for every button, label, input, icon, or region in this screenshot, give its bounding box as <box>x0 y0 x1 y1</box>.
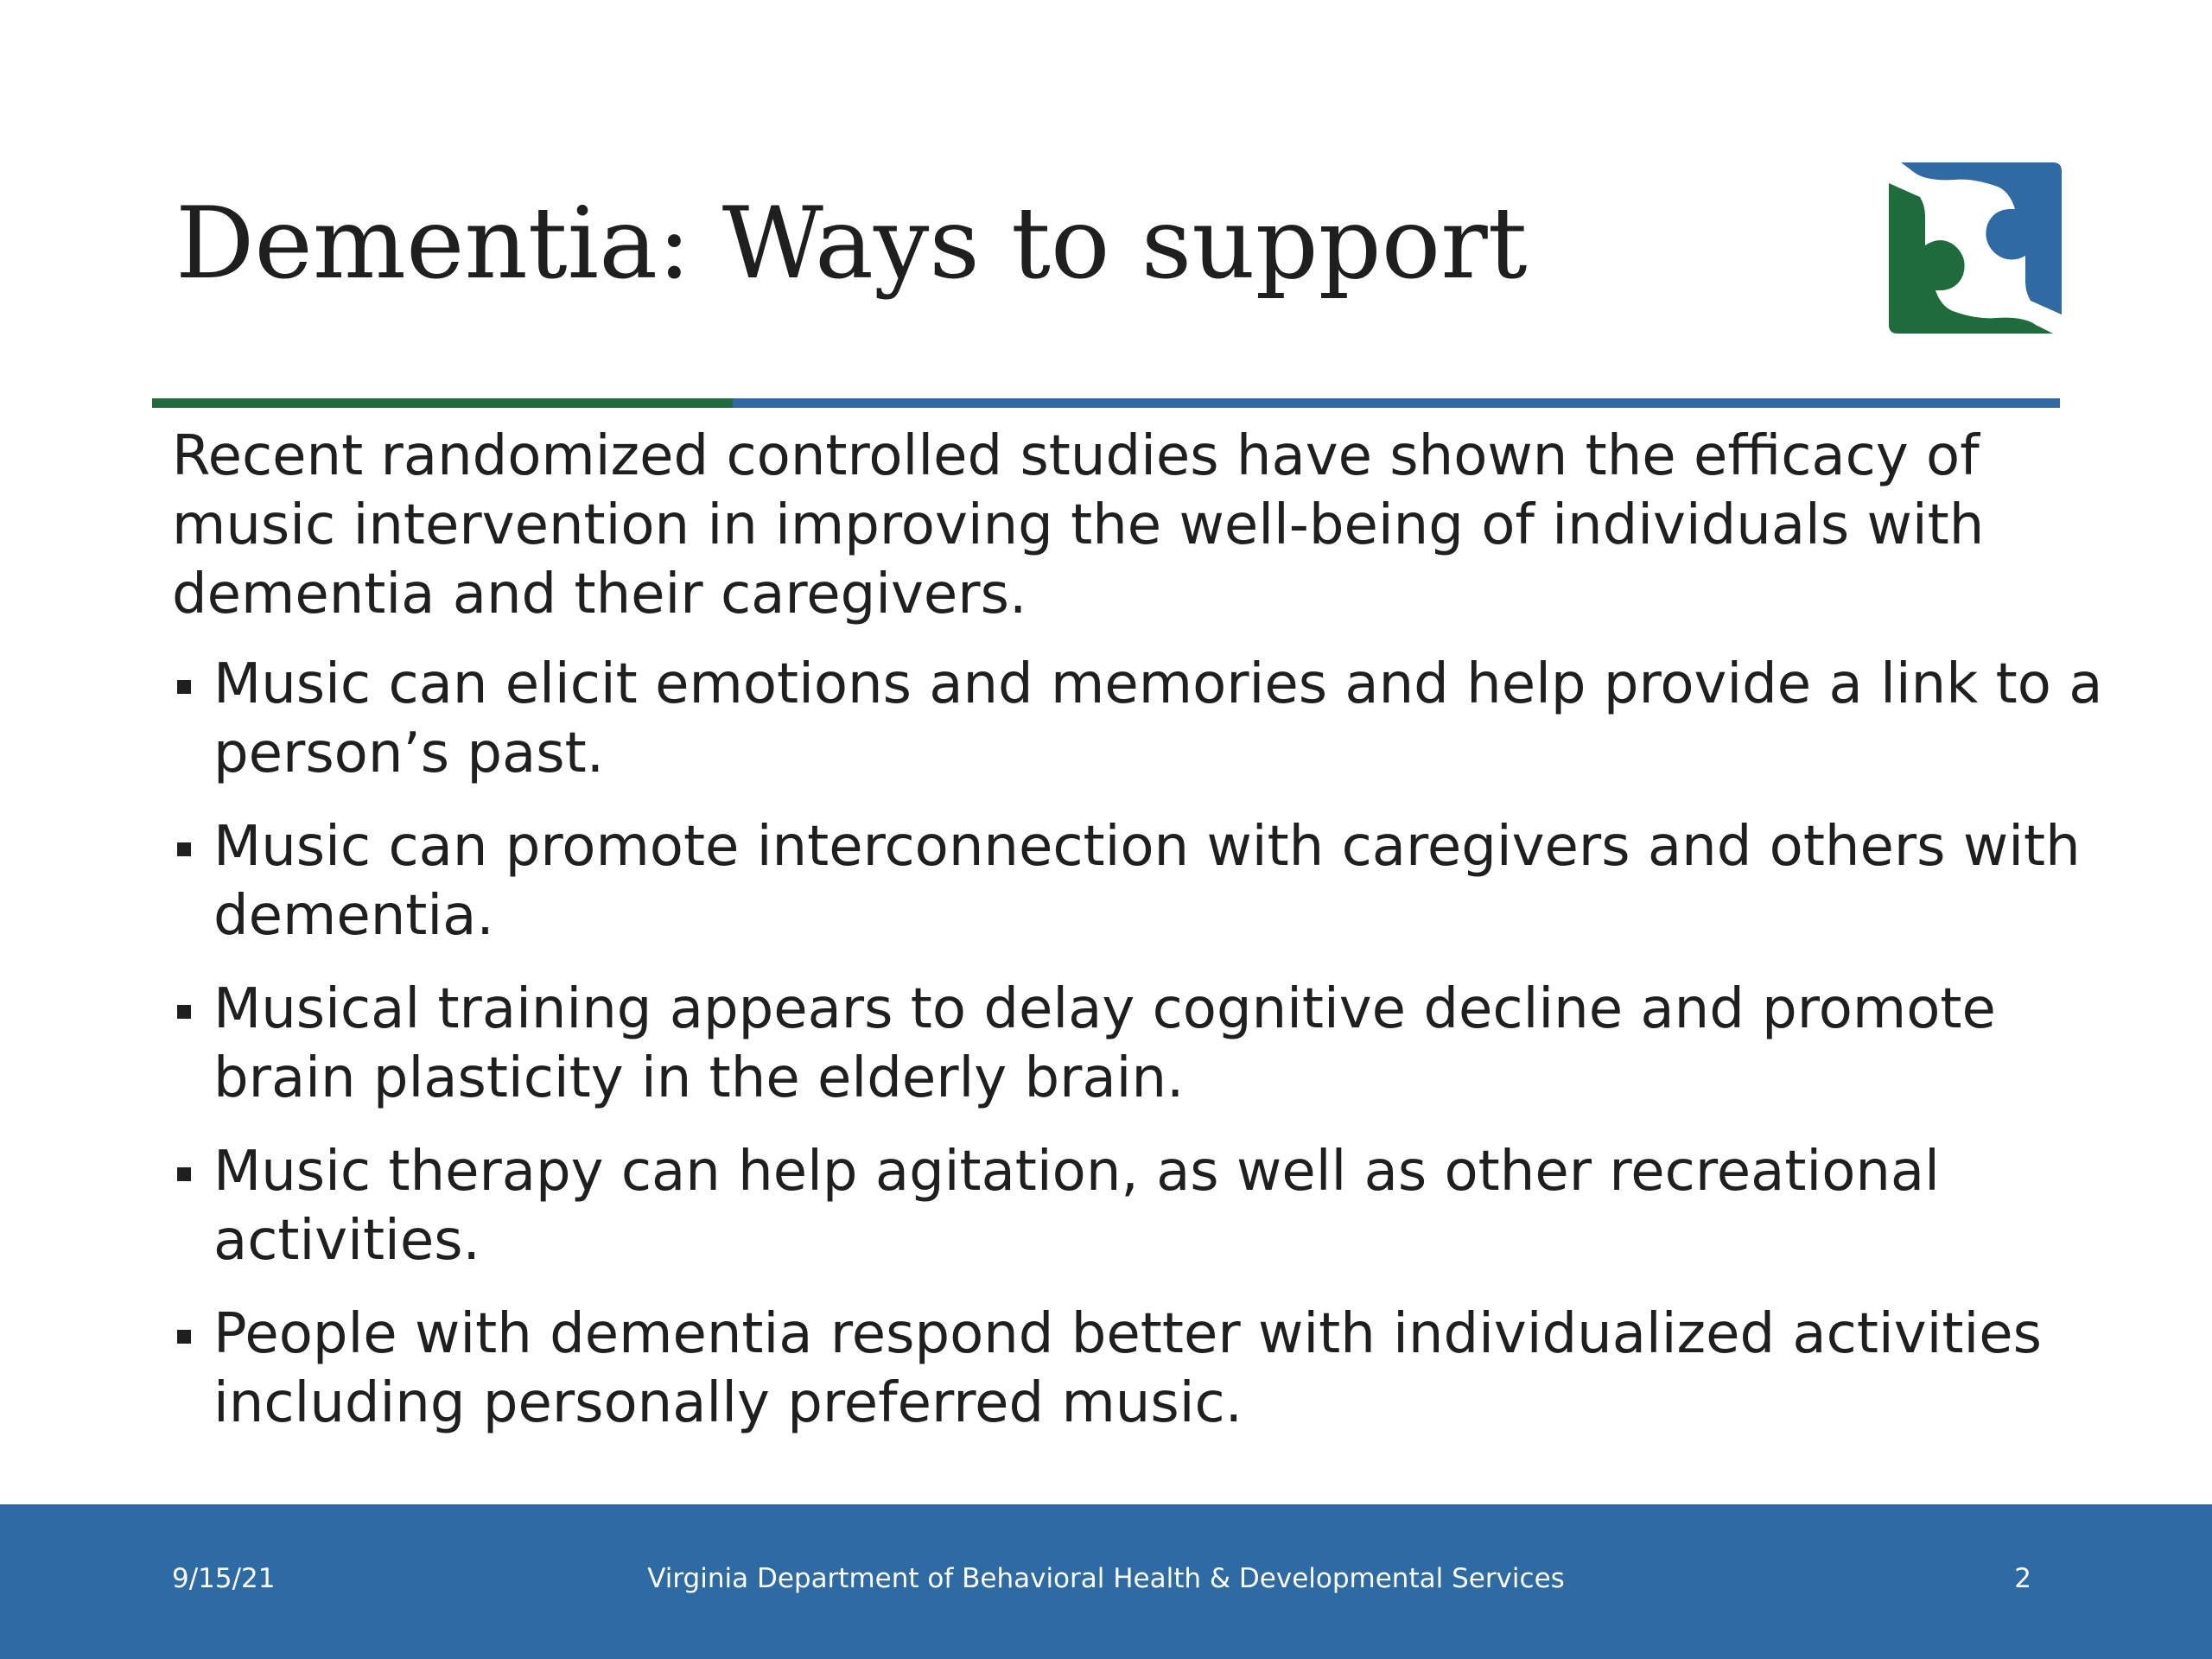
bullet-text: Music therapy can help agitation, as well as other recreational activities. <box>213 1140 1940 1273</box>
slide-title: Dementia: Ways to support <box>175 186 1528 301</box>
bullet-item <box>172 1137 2107 1275</box>
bullet-list <box>172 650 2107 1438</box>
footer-organization: Virginia Department of Behavioral Health & Developmental Services <box>647 1563 1565 1594</box>
intro-paragraph: Recent randomized controlled studies have shown the efficacy of music intervention in improving the well-being of individuals with dementia and their caregivers. <box>172 424 1985 626</box>
divider-green <box>152 398 733 408</box>
square-bullet-icon <box>177 1167 191 1181</box>
slide-footer <box>0 1504 2212 1659</box>
slide-body <box>172 422 2107 1462</box>
square-bullet-icon <box>177 1330 191 1344</box>
square-bullet-icon <box>177 842 191 856</box>
bullet-text: Music can promote interconnection with caregivers and others with dementia. <box>213 815 2081 948</box>
bullet-item <box>172 975 2107 1113</box>
bullet-text: People with dementia respond better with individualized activities including personally preferred music. <box>213 1302 2042 1435</box>
square-bullet-icon <box>177 680 191 694</box>
divider-blue <box>733 398 2060 408</box>
bullet-text: Musical training appears to delay cognitive decline and promote brain plasticity in the elderly brain. <box>213 977 1996 1110</box>
footer-date: 9/15/21 <box>172 1563 276 1594</box>
bullet-text: Music can elicit emotions and memories and help provide a link to a person’s past. <box>213 652 2103 785</box>
bullet-item <box>172 1300 2107 1438</box>
puzzle-pieces-logo-icon <box>1889 162 2062 334</box>
square-bullet-icon <box>177 1005 191 1019</box>
page-number: 2 <box>2014 1563 2031 1594</box>
bullet-item <box>172 812 2107 950</box>
bullet-item <box>172 650 2107 788</box>
